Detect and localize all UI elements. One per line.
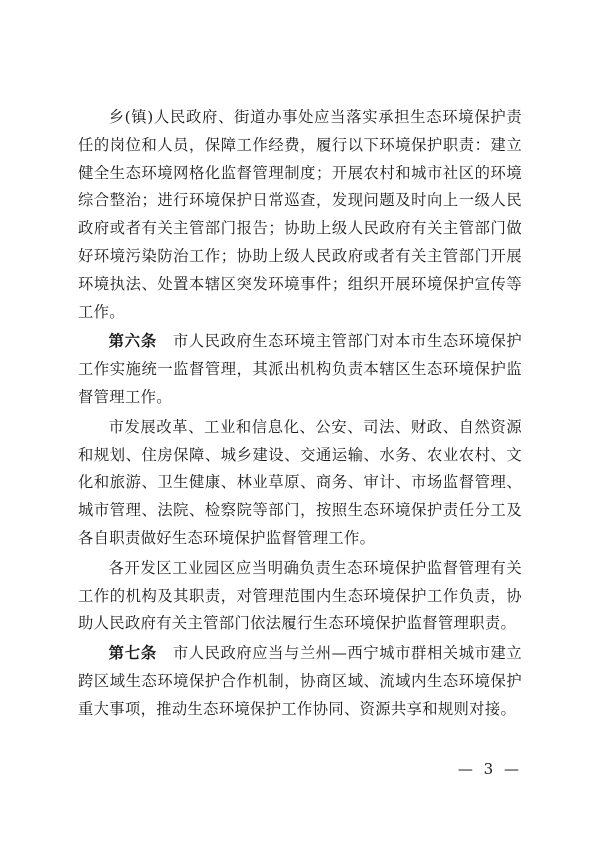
article-number: 第七条 bbox=[108, 644, 157, 663]
paragraph-development-zones bbox=[78, 555, 522, 638]
paragraph-text: 乡(镇)人民政府、街道办事处应当落实承担生态环境保护责任的岗位和人员，保障工作经费，履行以下环境保护职责：建立健全生态环境网格化监督管理制度；开展农村和城市社区的环境综合整治；进行环境保护日常巡查，发现问题及时向上一级人民政府或者有关主管部门报告；协助上级人民政府有关主管部门做好环境污染防治工作；协助上级人民政府或者有关主管部门开展环境执法、处置本辖区突发环境事件；组织开展环境保护宣传等工作。 bbox=[78, 108, 522, 321]
page-number: — 3 — bbox=[457, 760, 522, 778]
paragraph-article-6 bbox=[78, 328, 522, 411]
document-body bbox=[78, 104, 522, 726]
paragraph-article-7 bbox=[78, 640, 522, 723]
paragraph-departments bbox=[78, 414, 522, 553]
paragraph-township-duties bbox=[78, 104, 522, 326]
paragraph-text: 市发展改革、工业和信息化、公安、司法、财政、自然资源和规划、住房保障、城乡建设、交通运输、水务、农业农村、文化和旅游、卫生健康、林业草原、商务、审计、市场监督管理、城市管理、法院、检察院等部门，按照生态环境保护责任分工及各自职责做好生态环境保护监督管理工作。 bbox=[78, 417, 522, 547]
paragraph-text: 各开发区工业园区应当明确负责生态环境保护监督管理有关工作的机构及其职责，对管理范围内生态环境保护工作负责，协助人民政府有关主管部门依法履行生态环境保护监督管理职责。 bbox=[78, 558, 522, 633]
paragraph-text: 市人民政府应当与兰州—西宁城市群相关城市建立跨区域生态环境保护合作机制，协商区域、流域内生态环境保护重大事项，推动生态环境保护工作协同、资源共享和规则对接。 bbox=[78, 644, 522, 718]
article-number: 第六条 bbox=[108, 332, 157, 351]
paragraph-text: 市人民政府生态环境主管部门对本市生态环境保护工作实施统一监督管理，其派出机构负责本辖区生态环境保护监督管理工作。 bbox=[78, 332, 522, 406]
